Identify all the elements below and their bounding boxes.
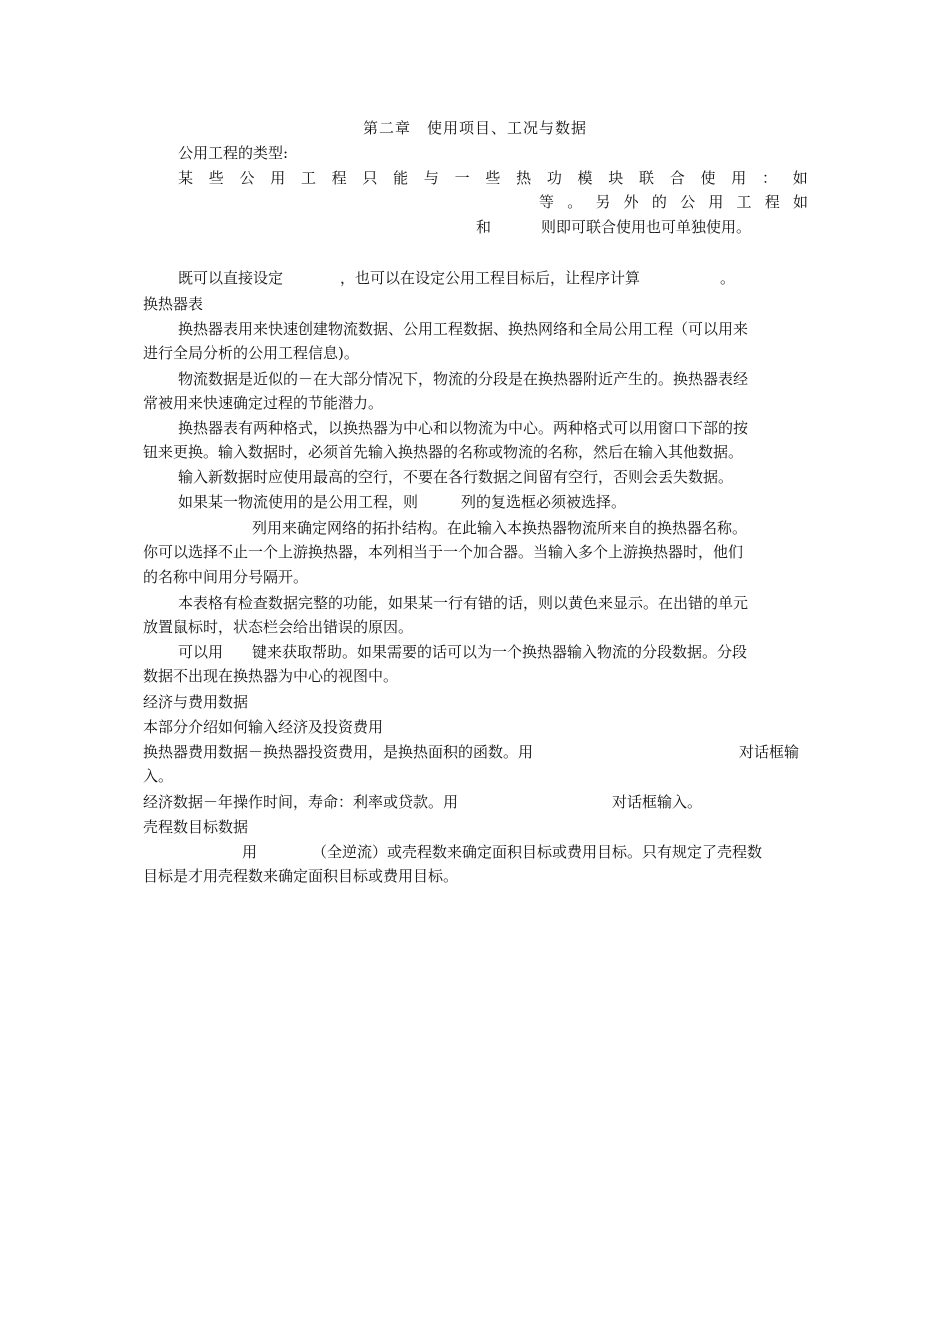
p2-line-1: 物流数据是近似的－在大部分情况下，物流的分段是在换热器附近产生的。换热器表经 <box>178 370 749 388</box>
econ-intro: 本部分介绍如何输入经济及投资费用 <box>143 718 384 736</box>
utility-types-heading: 公用工程的类型: <box>178 144 289 162</box>
p8-a: 可以用 <box>178 643 224 661</box>
hx-cost-a: 换热器费用数据－换热器投资费用，是换热面积的函数。用 <box>143 743 534 761</box>
hx-cost-b: 对话框输 <box>739 743 800 761</box>
shell-a: 用 <box>242 843 258 861</box>
econ-data-b: 对话框输入。 <box>612 793 703 811</box>
utility-line-3b: 则即可联合使用也可单独使用。 <box>541 218 752 236</box>
direct-set-a: 既可以直接设定 <box>178 269 284 287</box>
p1-line-2: 进行全局分析的公用工程信息)。 <box>143 344 359 362</box>
p2-line-2: 常被用来快速确定过程的节能潜力。 <box>143 394 384 412</box>
shell-b: （全逆流）或壳程数来确定面积目标或费用目标。只有规定了壳程数 <box>312 843 763 861</box>
p8-line-2: 数据不出现在换热器为中心的视图中。 <box>143 667 399 685</box>
p4-line: 输入新数据时应使用最高的空行，不要在各行数据之间留有空行，否则会丢失数据。 <box>178 468 734 486</box>
hx-cost-line-2: 入。 <box>143 767 174 785</box>
page-title: 第二章 使用项目、工况与数据 <box>362 119 587 137</box>
p6-line-3: 的名称中间用分号隔开。 <box>143 568 309 586</box>
section-heading-shell: 壳程数目标数据 <box>143 818 249 836</box>
direct-set-b: ，也可以在设定公用工程目标后，让程序计算 <box>340 269 641 287</box>
p5-a: 如果某一物流使用的是公用工程，则 <box>178 493 419 511</box>
section-heading-hx-table: 换热器表 <box>143 295 204 313</box>
p7-line-1: 本表格有检查数据完整的功能，如果某一行有错的话，则以黄色来显示。在出错的单元 <box>178 594 749 612</box>
shell-line-2: 目标是才用壳程数来确定面积目标或费用目标。 <box>143 867 459 885</box>
p3-line-1: 换热器表有两种格式，以换热器为中心和以物流为中心。两种格式可以用窗口下部的按 <box>178 419 749 437</box>
p6-line-1: 列用来确定网络的拓扑结构。在此输入本换热器物流所来自的换热器名称。 <box>252 519 748 537</box>
econ-data-a: 经济数据－年操作时间，寿命：利率或贷款。用 <box>143 793 459 811</box>
p5-b: 列的复选框必须被选择。 <box>461 493 627 511</box>
p7-line-2: 放置鼠标时，状态栏会给出错误的原因。 <box>143 618 414 636</box>
p1-line-1: 换热器表用来快速创建物流数据、公用工程数据、换热网络和全局公用工程（可以用来 <box>178 320 749 338</box>
utility-line-3a: 和 <box>476 218 492 236</box>
utility-line-2: 等 。 另 外 的 公 用 工 程 如 <box>539 193 808 211</box>
p3-line-2: 钮来更换。输入数据时，必须首先输入换热器的名称或物流的名称，然后在输入其他数据。 <box>143 443 744 461</box>
p8-b: 键来获取帮助。如果需要的话可以为一个换热器输入物流的分段数据。分段 <box>252 643 748 661</box>
p6-line-2: 你可以选择不止一个上游换热器，本列相当于一个加合器。当输入多个上游换热器时，他们 <box>143 543 744 561</box>
direct-set-c: 。 <box>720 269 736 287</box>
section-heading-econ: 经济与费用数据 <box>143 693 249 711</box>
utility-line-1: 某 些 公 用 工 程 只 能 与 一 些 热 功 模 块 联 合 使 用 ： 如 <box>178 169 808 187</box>
